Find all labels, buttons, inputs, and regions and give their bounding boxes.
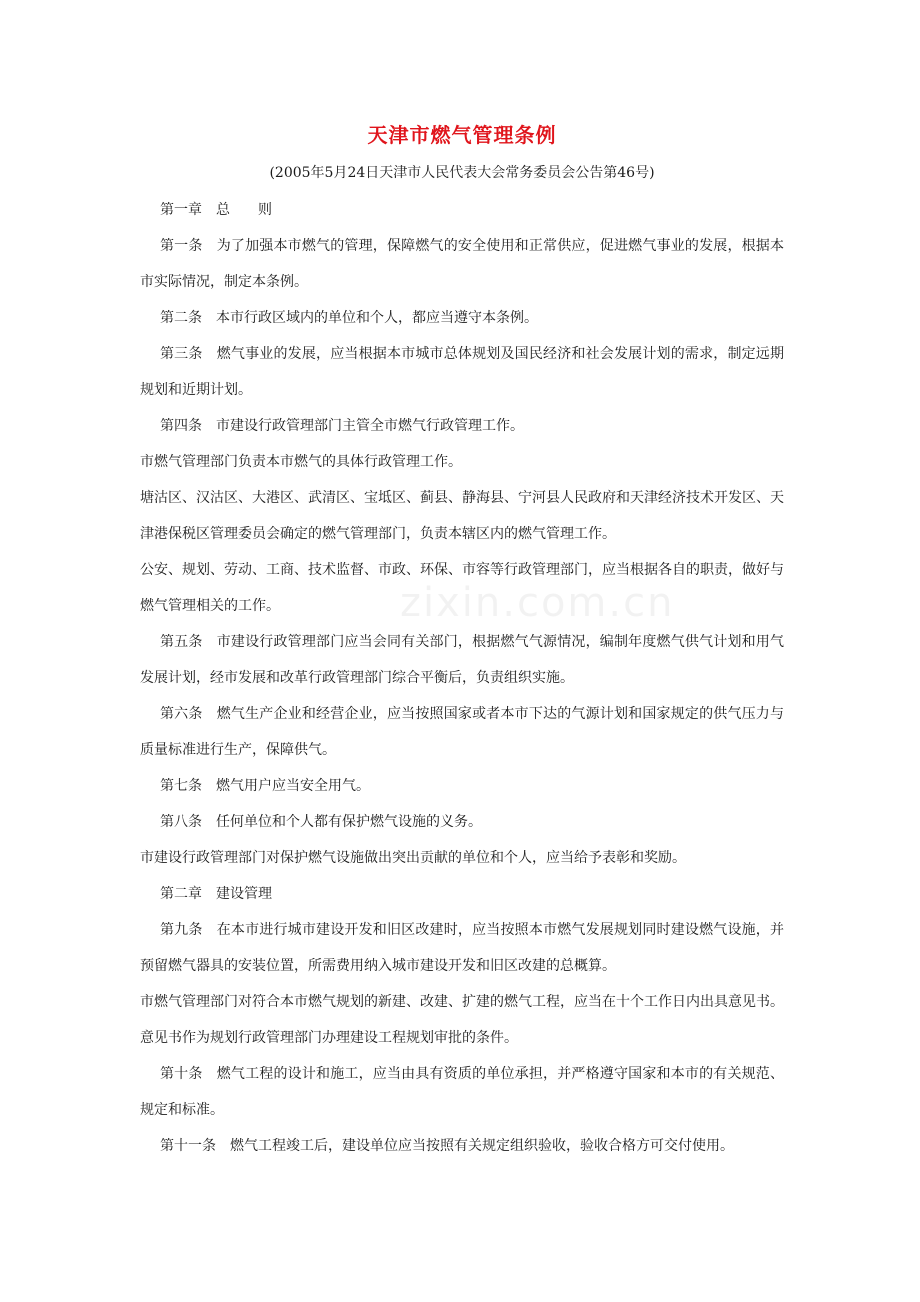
paragraph: 第一章 总 则	[160, 202, 272, 218]
document-body	[140, 192, 784, 1164]
paragraph: 第五条 市建设行政管理部门应当会同有关部门，根据燃气气源情况，编制年度燃气供气计划和用气发展计划，经市发展和改革行政管理部门综合平衡后，负责组织实施。	[140, 634, 784, 686]
paragraph: 市燃气管理部门负责本市燃气的具体行政管理工作。	[140, 454, 462, 470]
paragraph: 第三条 燃气事业的发展，应当根据本市城市总体规划及国民经济和社会发展计划的需求，制定远期规划和近期计划。	[140, 346, 784, 398]
paragraph: 第二章 建设管理	[160, 886, 272, 902]
paragraph: 第九条 在本市进行城市建设开发和旧区改建时，应当按照本市燃气发展规划同时建设燃气设施，并预留燃气器具的安装位置，所需费用纳入城市建设开发和旧区改建的总概算。	[140, 922, 784, 974]
paragraph: 第八条 任何单位和个人都有保护燃气设施的义务。	[160, 814, 482, 830]
document-subtitle: (2005年5月24日天津市人民代表大会常务委员会公告第46号)	[269, 165, 655, 181]
paragraph: 第四条 市建设行政管理部门主管全市燃气行政管理工作。	[160, 418, 524, 434]
paragraph: 公安、规划、劳动、工商、技术监督、市政、环保、市容等行政管理部门，应当根据各自的职责，做好与燃气管理相关的工作。	[140, 562, 784, 614]
paragraph: 第十一条 燃气工程竣工后，建设单位应当按照有关规定组织验收，验收合格方可交付使用。	[160, 1138, 734, 1154]
paragraph: 第十条 燃气工程的设计和施工，应当由具有资质的单位承担，并严格遵守国家和本市的有关规范、规定和标准。	[140, 1066, 784, 1118]
paragraph: 市建设行政管理部门对保护燃气设施做出突出贡献的单位和个人，应当给予表彰和奖励。	[140, 850, 686, 866]
paragraph: 市燃气管理部门对符合本市燃气规划的新建、改建、扩建的燃气工程，应当在十个工作日内出具意见书。意见书作为规划行政管理部门办理建设工程规划审批的条件。	[140, 994, 784, 1046]
paragraph: 第二条 本市行政区域内的单位和个人，都应当遵守本条例。	[160, 310, 538, 326]
watermark: zixin.com.cn	[400, 580, 675, 626]
document-title: 天津市燃气管理条例	[367, 123, 557, 147]
document-page	[140, 118, 784, 1164]
paragraph: 塘沽区、汉沽区、大港区、武清区、宝坻区、蓟县、静海县、宁河县人民政府和天津经济技术开发区、天津港保税区管理委员会确定的燃气管理部门，负责本辖区内的燃气管理工作。	[140, 490, 784, 542]
paragraph: 第七条 燃气用户应当安全用气。	[160, 778, 370, 794]
paragraph: 第六条 燃气生产企业和经营企业，应当按照国家或者本市下达的气源计划和国家规定的供气压力与质量标准进行生产，保障供气。	[140, 706, 784, 758]
paragraph: 第一条 为了加强本市燃气的管理，保障燃气的安全使用和正常供应，促进燃气事业的发展，根据本市实际情况，制定本条例。	[140, 238, 784, 290]
